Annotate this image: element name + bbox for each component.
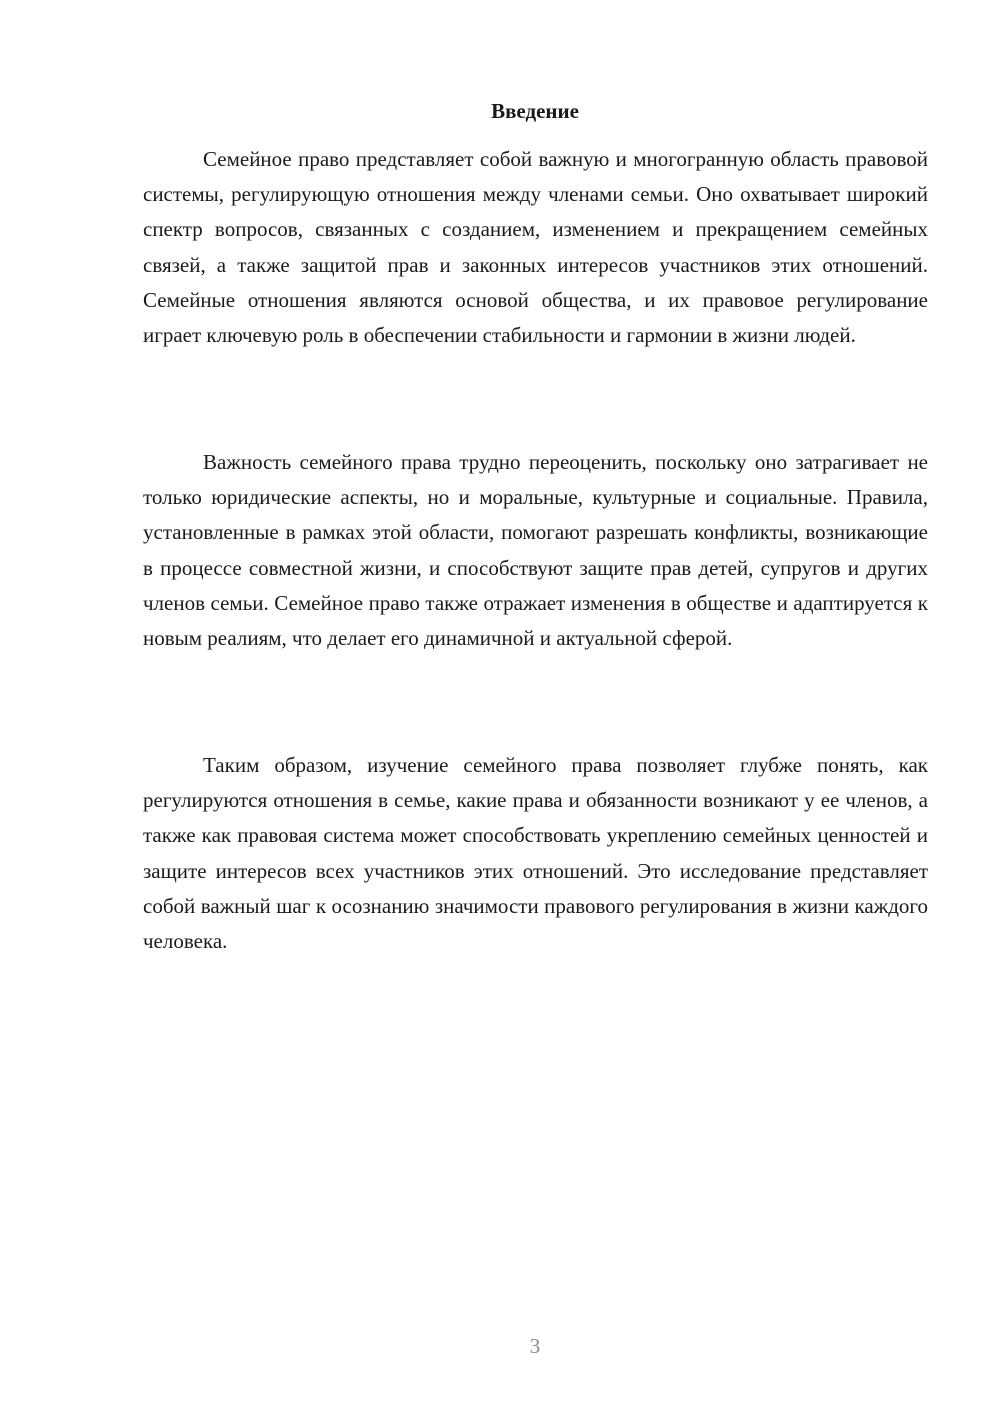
paragraph-2: Важность семейного права трудно переоценить, поскольку оно затрагивает не только юридические аспекты, но и моральные, культурные и социальные. Правила, установленные в рамках этой области, помогают разрешать конфликты, возникающие в процессе совместной жизни, и способствуют защите прав детей, супругов и других членов семьи. Семейное право также отражает изменения в обществе и адаптируется к новым реалиям, что делает его динамичной и актуальной сферой. — [143, 450, 928, 651]
paragraph-3: Таким образом, изучение семейного права позволяет глубже понять, как регулируются отношения в семье, какие права и обязанности возникают у ее членов, а также как правовая система может способствовать укреплению семейных ценностей и защите интересов всех участников этих отношений. Это исследование представляет собой важный шаг к осознанию значимости правового регулирования в жизни каждого человека. — [143, 753, 928, 954]
paragraph-1: Семейное право представляет собой важную и многогранную область правовой системы, регулирующую отношения между членами семьи. Оно охватывает широкий спектр вопросов, связанных с созданием, изменением и прекращением семейных связей, а также защитой прав и законных интересов участников этих отношений. Семейные отношения являются основой общества, и их правовое регулирование играет ключевую роль в обеспечении стабильности и гармонии в жизни людей. — [143, 147, 928, 348]
page-number: 3 — [529, 1334, 541, 1358]
section-title: Введение — [491, 99, 579, 123]
